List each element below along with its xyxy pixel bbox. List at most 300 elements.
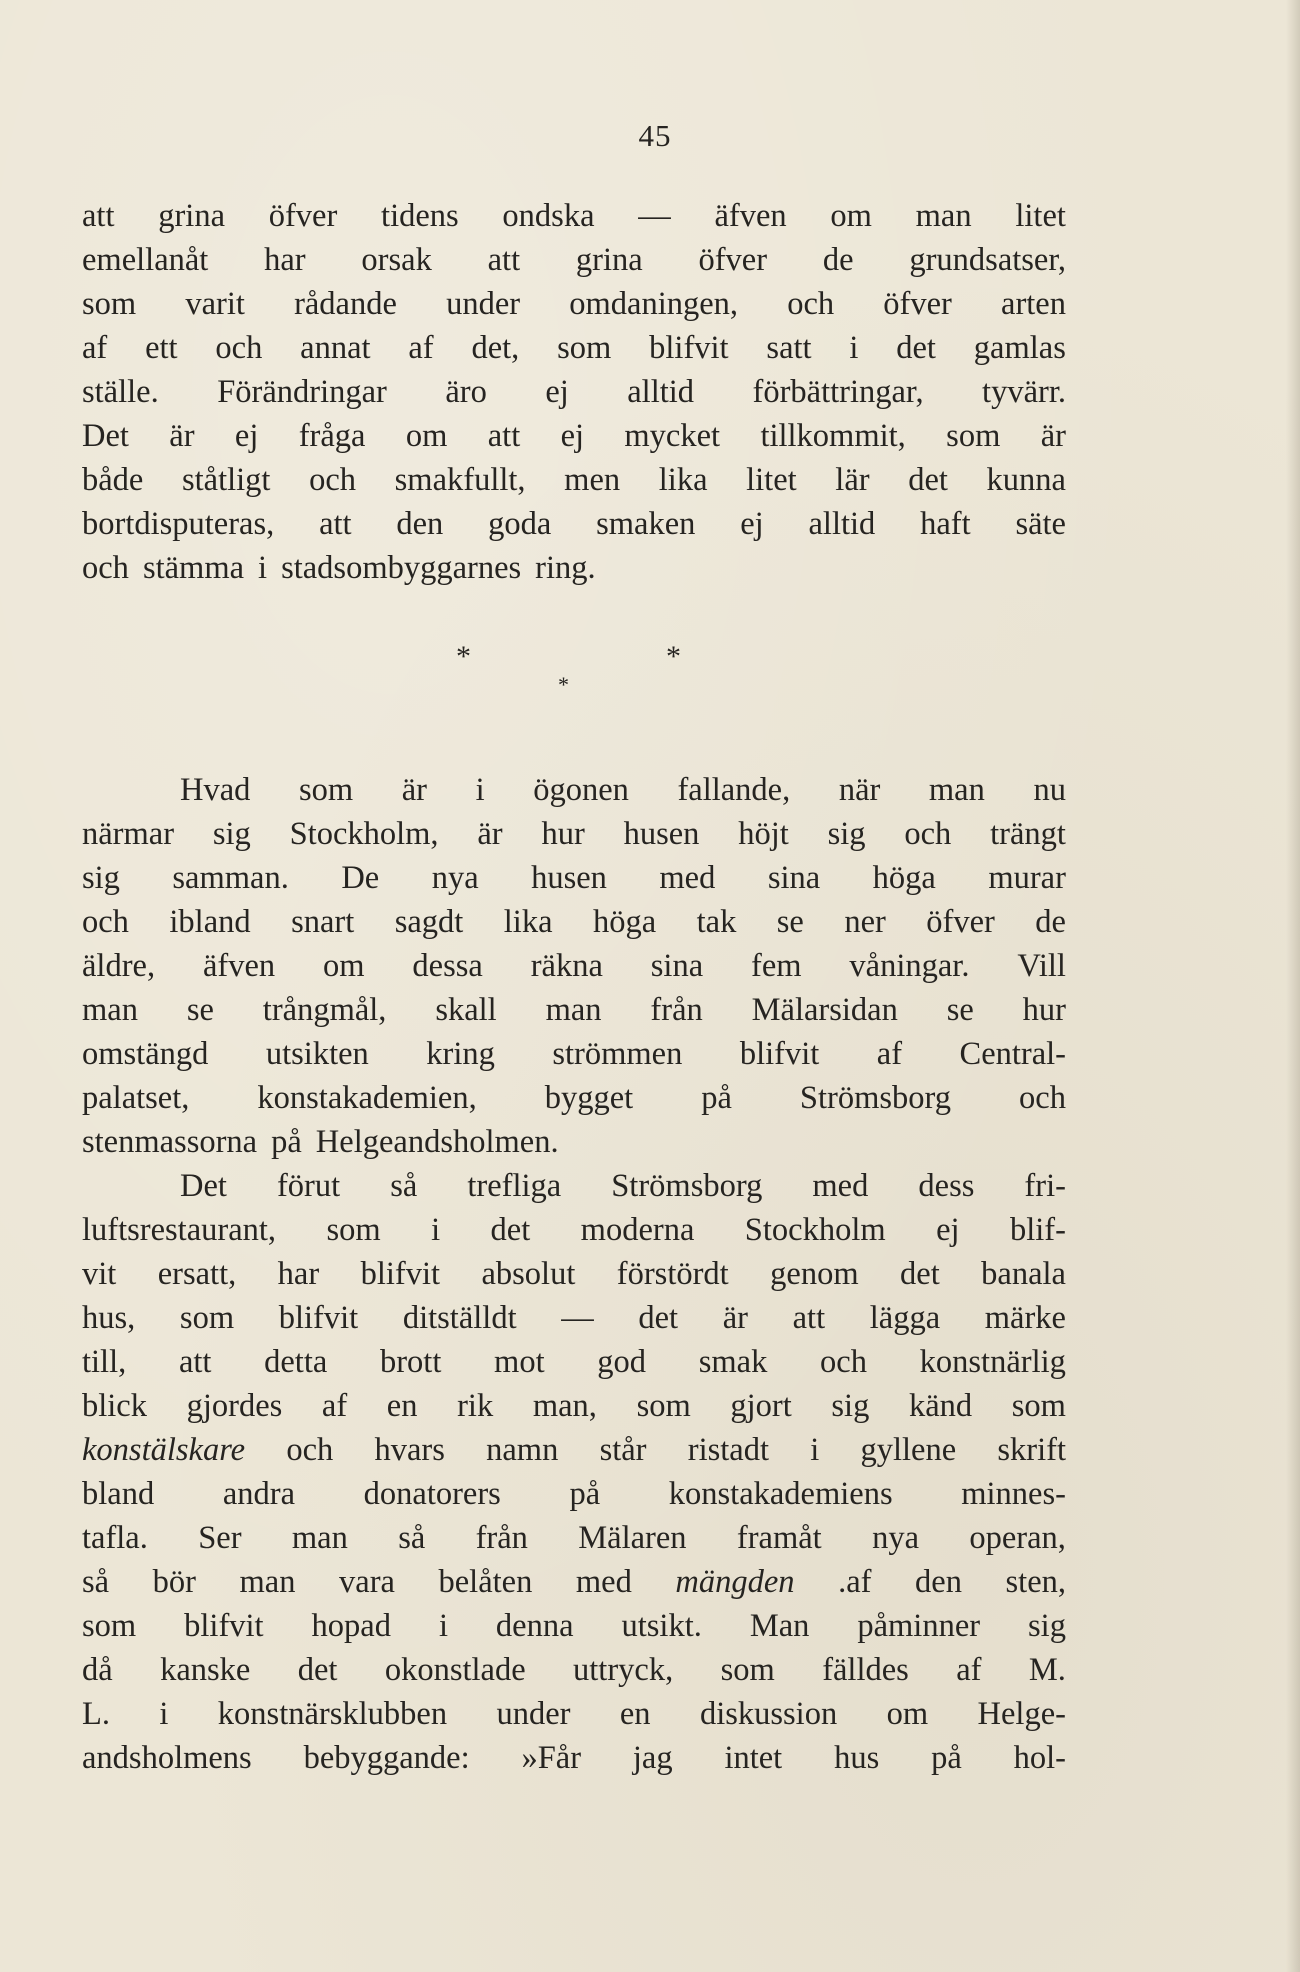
word: Det <box>82 418 129 454</box>
word: ditställdt <box>402 1300 517 1336</box>
word: alltid <box>808 506 876 542</box>
word: både <box>82 462 144 498</box>
word: operan, <box>969 1520 1066 1556</box>
text-line <box>82 1164 1066 1208</box>
text-line <box>82 944 1066 988</box>
word: trångmål, <box>262 992 387 1028</box>
word: öfver <box>883 286 952 322</box>
word: konstälskare <box>82 1432 246 1468</box>
word: andra <box>222 1476 296 1512</box>
word: ring. <box>535 550 596 586</box>
word: mot <box>494 1344 545 1380</box>
word: tafla. <box>82 1520 148 1556</box>
text-line <box>82 812 1066 856</box>
word: grina <box>575 242 643 278</box>
word: af <box>956 1652 982 1688</box>
word: god <box>597 1344 647 1380</box>
word: ögonen <box>533 772 629 808</box>
word: om <box>323 948 365 984</box>
word: närmar <box>82 816 175 852</box>
word: — <box>638 198 671 234</box>
word: äldre, <box>82 948 156 984</box>
word: på <box>931 1740 962 1776</box>
word: att <box>178 1344 212 1380</box>
word: smakfullt, <box>394 462 526 498</box>
word: tidens <box>381 198 459 234</box>
word: förstördt <box>616 1256 729 1292</box>
word: man <box>291 1520 348 1556</box>
word: Mälarsidan <box>751 992 898 1028</box>
word: dess <box>918 1168 975 1204</box>
word: blifvit <box>184 1608 264 1644</box>
word: fem <box>751 948 802 984</box>
word: då <box>82 1652 113 1688</box>
word: Helgeandsholmen. <box>315 1124 559 1160</box>
word: vara <box>339 1564 395 1600</box>
word: utsikt. <box>621 1608 702 1644</box>
word: Central- <box>959 1036 1066 1072</box>
asterism-star: * <box>666 640 681 673</box>
word: konstnärsklubben <box>217 1696 448 1732</box>
word: moderna <box>580 1212 695 1248</box>
word: höga <box>872 860 936 896</box>
word: ej <box>545 374 569 410</box>
word: från <box>475 1520 528 1556</box>
word: om <box>886 1696 929 1732</box>
word: utsikten <box>265 1036 369 1072</box>
word: minnes- <box>961 1476 1066 1512</box>
word: Hvad <box>180 772 251 808</box>
word: — <box>561 1300 594 1336</box>
word: är <box>722 1300 748 1336</box>
word: en <box>619 1696 651 1732</box>
word: grundsatser, <box>909 242 1066 278</box>
word: vit <box>82 1256 117 1292</box>
word: förbättringar, <box>752 374 924 410</box>
word: öfver <box>268 198 338 234</box>
word: lika <box>503 904 553 940</box>
word: lika <box>658 462 708 498</box>
word: lär <box>835 462 870 498</box>
word: ondska <box>502 198 595 234</box>
word: man, <box>532 1388 597 1424</box>
word: sig <box>831 1388 870 1424</box>
word: okonstlade <box>384 1652 526 1688</box>
word: L. <box>82 1696 110 1732</box>
word: hopad <box>311 1608 391 1644</box>
word: det <box>638 1300 679 1336</box>
word: och <box>286 1432 334 1468</box>
word: hur <box>1022 992 1066 1028</box>
text-line <box>82 1252 1066 1296</box>
word: emellanåt <box>82 242 209 278</box>
text-line <box>82 856 1066 900</box>
word: ställe. <box>82 374 159 410</box>
word: sina <box>767 860 821 896</box>
word: gjordes <box>186 1388 283 1424</box>
word: och <box>1019 1080 1066 1116</box>
word: den <box>915 1564 962 1600</box>
word: det <box>297 1652 338 1688</box>
word: som <box>636 1388 691 1424</box>
word: sig <box>1028 1608 1066 1644</box>
word: bör <box>152 1564 196 1600</box>
word: och <box>215 330 263 366</box>
word: ibland <box>169 904 251 940</box>
word: i <box>159 1696 169 1732</box>
word: när <box>838 772 881 808</box>
word: har <box>264 242 306 278</box>
word: med <box>659 860 716 896</box>
word: har <box>277 1256 320 1292</box>
word: annat <box>300 330 371 366</box>
text-line <box>82 1208 1066 1252</box>
word: som <box>179 1300 235 1336</box>
word: stenmassorna <box>82 1124 258 1160</box>
word: »Får <box>521 1740 582 1776</box>
word: som <box>298 772 354 808</box>
word: man <box>82 992 138 1028</box>
word: nya <box>431 860 479 896</box>
word: och <box>82 550 129 586</box>
word: absolut <box>481 1256 576 1292</box>
word: rådande <box>294 286 397 322</box>
word: det <box>490 1212 531 1248</box>
word: de <box>1035 904 1066 940</box>
word: andsholmens <box>82 1740 252 1776</box>
word: framåt <box>736 1520 822 1556</box>
word: ståtligt <box>181 462 271 498</box>
word: genom <box>770 1256 859 1292</box>
word: står <box>599 1432 647 1468</box>
word: man <box>915 198 972 234</box>
word: skrift <box>997 1432 1066 1468</box>
text-line <box>82 1736 1066 1780</box>
word: sig <box>212 816 251 852</box>
word: att <box>82 198 115 234</box>
word: så <box>398 1520 426 1556</box>
word: husen <box>623 816 700 852</box>
word: nya <box>872 1520 919 1556</box>
word: rik <box>457 1388 494 1424</box>
word: ej <box>560 418 585 454</box>
word: af <box>408 330 434 366</box>
page-number: 45 <box>638 118 672 153</box>
word: blick <box>82 1388 147 1424</box>
asterism-divider <box>0 642 1300 722</box>
word: att <box>319 506 352 542</box>
word: blifvit <box>360 1256 441 1292</box>
word: arten <box>1001 286 1066 322</box>
word: gyllene <box>860 1432 957 1468</box>
word: att <box>487 418 521 454</box>
text-line <box>82 502 1066 546</box>
word: trefliga <box>467 1168 562 1204</box>
word: våningar. <box>849 948 970 984</box>
word: varit <box>185 286 245 322</box>
word: Strömsborg <box>799 1080 952 1116</box>
text-line <box>82 1076 1066 1120</box>
word: stämma <box>142 550 245 586</box>
word: påminner <box>857 1608 981 1644</box>
word: säte <box>1015 506 1066 542</box>
word: en <box>386 1388 418 1424</box>
word: omstängd <box>82 1036 209 1072</box>
word: kanske <box>160 1652 251 1688</box>
word: som <box>557 330 612 366</box>
paragraph-section-1 <box>82 194 1066 590</box>
word: blifvit <box>278 1300 359 1336</box>
word: intet <box>724 1740 783 1776</box>
word: detta <box>264 1344 328 1380</box>
text-line <box>82 414 1066 458</box>
word: palatset, <box>82 1080 190 1116</box>
text-line <box>82 1472 1066 1516</box>
word: litet <box>1015 198 1066 234</box>
word: blif- <box>1009 1212 1066 1248</box>
word: Vill <box>1017 948 1066 984</box>
word: bebyggande: <box>303 1740 470 1776</box>
word: jag <box>632 1740 673 1776</box>
text-line <box>82 1428 1066 1472</box>
word: se <box>186 992 214 1028</box>
word: äro <box>445 374 487 410</box>
word: bland <box>82 1476 155 1512</box>
word: tyvärr. <box>982 374 1066 410</box>
word: luftsrestaurant, <box>82 1212 277 1248</box>
word: Stockholm <box>744 1212 886 1248</box>
word: i <box>475 772 485 808</box>
text-line <box>82 370 1066 414</box>
word: trängt <box>990 816 1066 852</box>
word: hus, <box>82 1300 136 1336</box>
word: att <box>792 1300 826 1336</box>
word: från <box>650 992 703 1028</box>
word: husen <box>531 860 607 896</box>
word: orsak <box>361 242 432 278</box>
word: sig <box>82 860 120 896</box>
word: fri- <box>1024 1168 1066 1204</box>
word: och <box>787 286 835 322</box>
word: Strömsborg <box>611 1168 763 1204</box>
word: gjort <box>730 1388 792 1424</box>
word: konstakademien, <box>257 1080 477 1116</box>
word: Ser <box>198 1520 242 1556</box>
word: af <box>321 1388 348 1424</box>
word: Det <box>180 1168 227 1204</box>
text-line <box>82 1032 1066 1076</box>
word: om <box>830 198 872 234</box>
word: De <box>341 860 380 896</box>
word: med <box>812 1168 869 1204</box>
word: som <box>82 286 137 322</box>
word: gamlas <box>973 330 1066 366</box>
text-line <box>82 1384 1066 1428</box>
word: hvars <box>374 1432 445 1468</box>
word: konstnärlig <box>919 1344 1066 1380</box>
word: ett <box>145 330 178 366</box>
word: tak <box>696 904 737 940</box>
word: konstakademiens <box>668 1476 893 1512</box>
word: är <box>1040 418 1066 454</box>
word: äfven <box>202 948 276 984</box>
word: alltid <box>627 374 695 410</box>
word: så <box>390 1168 418 1204</box>
text-line <box>82 326 1066 370</box>
word: det, <box>471 330 520 366</box>
word: smaken <box>596 506 696 542</box>
asterism-star: * <box>456 640 471 673</box>
word: märke <box>984 1300 1066 1336</box>
word: under <box>446 286 521 322</box>
word: i <box>258 550 268 586</box>
word: bortdisputeras, <box>82 506 275 542</box>
word: man <box>239 1564 296 1600</box>
word: strömmen <box>552 1036 683 1072</box>
text-line <box>82 1692 1066 1736</box>
text-line <box>82 1120 1066 1164</box>
word: haft <box>920 506 971 542</box>
word: denna <box>495 1608 574 1644</box>
word: och <box>82 904 129 940</box>
word: sten, <box>1005 1564 1066 1600</box>
word: på <box>569 1476 601 1512</box>
word: tillkommit, <box>760 418 906 454</box>
word: förut <box>276 1168 341 1204</box>
word: om <box>405 418 448 454</box>
word: grina <box>158 198 225 234</box>
word: skall <box>435 992 497 1028</box>
word: och <box>309 462 357 498</box>
word: höjt <box>738 816 789 852</box>
word: och <box>820 1344 867 1380</box>
word: med <box>575 1564 632 1600</box>
word: som <box>720 1652 775 1688</box>
word: öfver <box>698 242 768 278</box>
word: som <box>326 1212 381 1248</box>
word: fråga <box>298 418 366 454</box>
word: diskussion <box>699 1696 838 1732</box>
word: namn <box>486 1432 559 1468</box>
word: sig <box>827 816 866 852</box>
word: som <box>946 418 1001 454</box>
text-line <box>82 1296 1066 1340</box>
word: nu <box>1033 772 1066 808</box>
page-edge-shadow <box>1286 0 1300 1972</box>
word: man <box>928 772 985 808</box>
text-line <box>82 1648 1066 1692</box>
word: belåten <box>438 1564 533 1600</box>
text-line <box>82 1516 1066 1560</box>
word: dessa <box>412 948 483 984</box>
text-line <box>82 1340 1066 1384</box>
word: uttryck, <box>573 1652 674 1688</box>
text-line <box>82 546 1066 590</box>
word: bygget <box>544 1080 634 1116</box>
word: af <box>876 1036 903 1072</box>
asterism-star: * <box>558 672 569 697</box>
text-line <box>82 768 1066 812</box>
word: lägga <box>869 1300 941 1336</box>
word: ej <box>740 506 764 542</box>
word: i <box>810 1432 820 1468</box>
word: och <box>904 816 952 852</box>
word: på <box>271 1124 302 1160</box>
word: af <box>82 330 108 366</box>
word: brott <box>379 1344 442 1380</box>
word: se <box>946 992 974 1028</box>
word: men <box>564 462 621 498</box>
word: i <box>431 1212 441 1248</box>
word: satt <box>766 330 812 366</box>
word: ner <box>844 904 886 940</box>
word: murar <box>988 860 1066 896</box>
word: som <box>82 1608 137 1644</box>
word: omdaningen, <box>569 286 739 322</box>
text-line <box>82 900 1066 944</box>
word: höga <box>592 904 657 940</box>
word: som <box>1011 1388 1066 1424</box>
text-line <box>82 1560 1066 1604</box>
word: är <box>169 418 195 454</box>
word: blifvit <box>649 330 729 366</box>
word: samman. <box>172 860 289 896</box>
word: den <box>396 506 444 542</box>
word: att <box>487 242 521 278</box>
word: på <box>701 1080 732 1116</box>
word: goda <box>488 506 552 542</box>
word: det <box>896 330 936 366</box>
word: blifvit <box>739 1036 820 1072</box>
word: ristadt <box>687 1432 769 1468</box>
word: litet <box>746 462 797 498</box>
word: Man <box>749 1608 810 1644</box>
word: i <box>438 1608 448 1644</box>
word: hol- <box>1013 1740 1066 1776</box>
word: till, <box>82 1344 127 1380</box>
word: är <box>401 772 427 808</box>
paragraph-section-2 <box>82 768 1066 1780</box>
word: är <box>477 816 503 852</box>
word: Helge- <box>977 1696 1066 1732</box>
word: de <box>822 242 854 278</box>
word: hus <box>834 1740 880 1776</box>
word: så <box>82 1564 110 1600</box>
word: öfver <box>926 904 995 940</box>
text-line <box>82 238 1066 282</box>
word: det <box>908 462 948 498</box>
word: .af <box>838 1564 872 1600</box>
word: räkna <box>530 948 603 984</box>
word: fallande, <box>677 772 791 808</box>
word: kunna <box>986 462 1066 498</box>
word: mycket <box>624 418 721 454</box>
word: M. <box>1028 1652 1066 1688</box>
word: Förändringar <box>217 374 387 410</box>
word: snart <box>291 904 355 940</box>
text-line <box>82 282 1066 326</box>
word: ej <box>234 418 259 454</box>
word: sina <box>650 948 704 984</box>
text-line <box>82 1604 1066 1648</box>
word: kring <box>426 1036 495 1072</box>
word: ersatt, <box>157 1256 237 1292</box>
word: äfven <box>714 198 787 234</box>
word: Stockholm, <box>289 816 439 852</box>
word: fälldes <box>822 1652 909 1688</box>
word: se <box>776 904 804 940</box>
word: sagdt <box>394 904 464 940</box>
